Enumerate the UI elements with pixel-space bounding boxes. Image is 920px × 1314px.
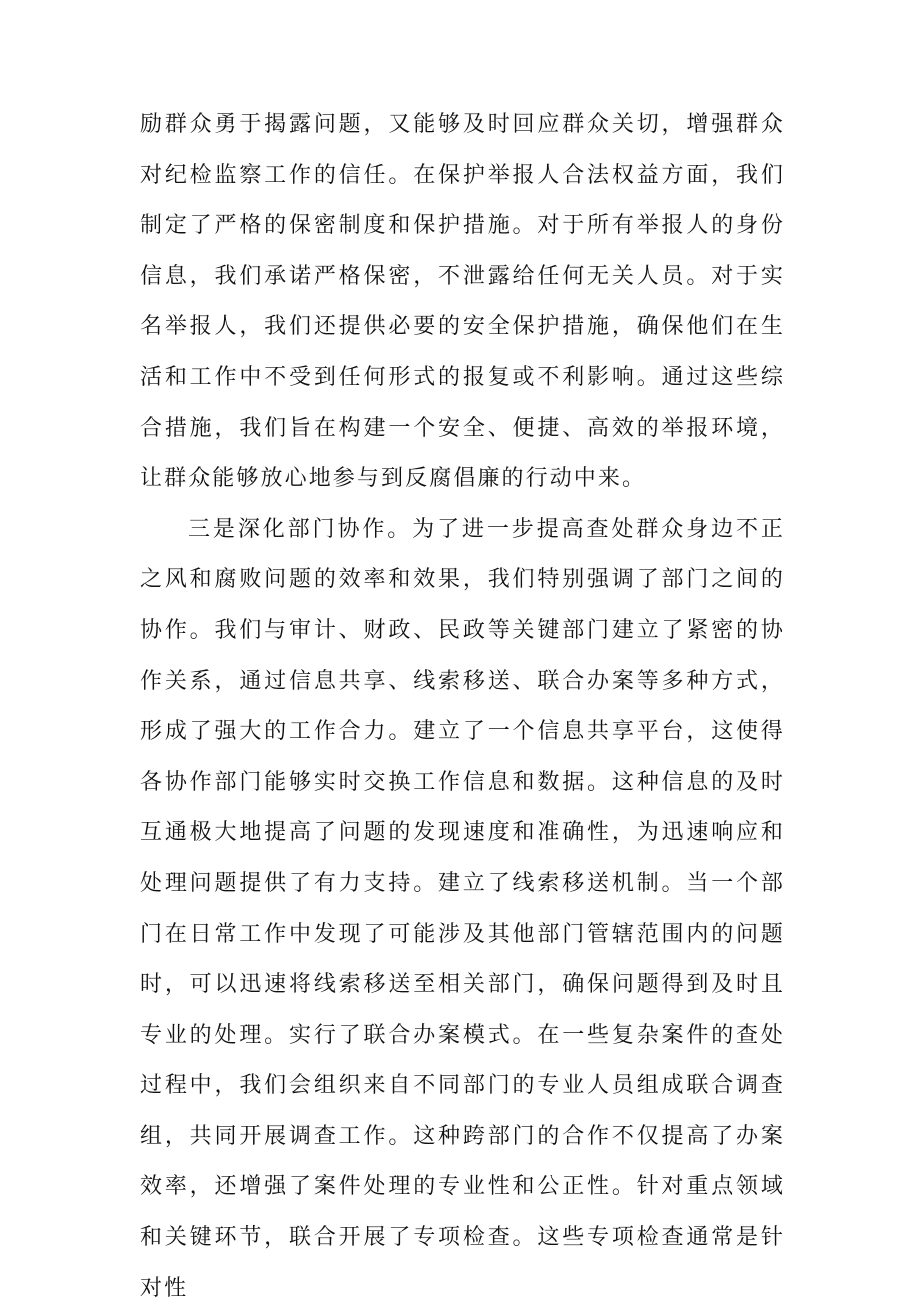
body-paragraph-2: 三是深化部门协作。为了进一步提高查处群众身边不正之风和腐败问题的效率和效果，我们特别强调了部门之间的协作。我们与审计、财政、民政等关键部门建立了紧密的协作关系，通过信息共享、线索移送、联合办案等多种方式，形成了强大的工作合力。建立了一个信息共享平台，这使得各协作部门能够实时交换工作信息和数据。这种信息的及时互通极大地提高了问题的发现速度和准确性，为迅速响应和处理问题提供了有力支持。建立了线索移送机制。当一个部门在日常工作中发现了可能涉及其他部门管辖范围内的问题时，可以迅速将线索移送至相关部门，确保问题得到及时且专业的处理。实行了联合办案模式。在一些复杂案件的查处过程中，我们会组织来自不同部门的专业人员组成联合调查组，共同开展调查工作。这种跨部门的合作不仅提高了办案效率，还增强了案件处理的专业性和公正性。针对重点领域和关键环节，联合开展了专项检查。这些专项检查通常是针对性	[140, 516, 785, 1301]
body-paragraph-1: 励群众勇于揭露问题，又能够及时回应群众关切，增强群众对纪检监察工作的信任。在保护举报人合法权益方面，我们制定了严格的保密制度和保护措施。对于所有举报人的身份信息，我们承诺严格保密，不泄露给任何无关人员。对于实名举报人，我们还提供必要的安全保护措施，确保他们在生活和工作中不受到任何形式的报复或不利影响。通过这些综合措施，我们旨在构建一个安全、便捷、高效的举报环境，让群众能够放心地参与到反腐倡廉的行动中来。	[140, 112, 785, 492]
document-page	[140, 100, 785, 1314]
